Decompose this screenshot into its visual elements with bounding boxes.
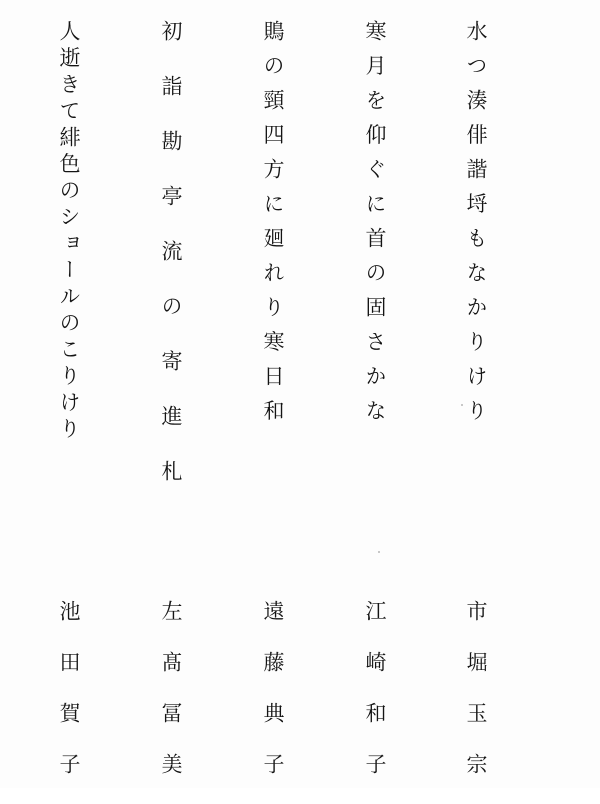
haiku-text: 寒月を仰ぐに首の固さかな	[363, 20, 387, 434]
haiku-author: 市堀玉宗	[464, 600, 488, 804]
haiku-text: 水つ湊俳諧埒もなかりけり	[464, 20, 488, 434]
haiku-text: 初詣勘亭流の寄進札	[159, 20, 183, 515]
haiku-author: 遠藤典子	[261, 600, 285, 804]
haiku-text: 人逝きて緋色のショールのこりけり	[57, 20, 81, 444]
haiku-entry-1	[456, 0, 496, 804]
paper-speck	[378, 551, 380, 553]
haiku-author: 左髙冨美	[159, 600, 183, 804]
haiku-entry-2	[355, 0, 395, 804]
paper-speck	[461, 404, 463, 406]
haiku-author: 江崎和子	[363, 600, 387, 804]
haiku-entry-5	[49, 0, 89, 804]
haiku-entry-3	[253, 0, 293, 804]
haiku-text: 鵙の頸四方に廻れり寒日和	[261, 20, 285, 434]
haiku-author: 池田賀子	[57, 600, 81, 804]
haiku-entry-4	[151, 0, 191, 804]
